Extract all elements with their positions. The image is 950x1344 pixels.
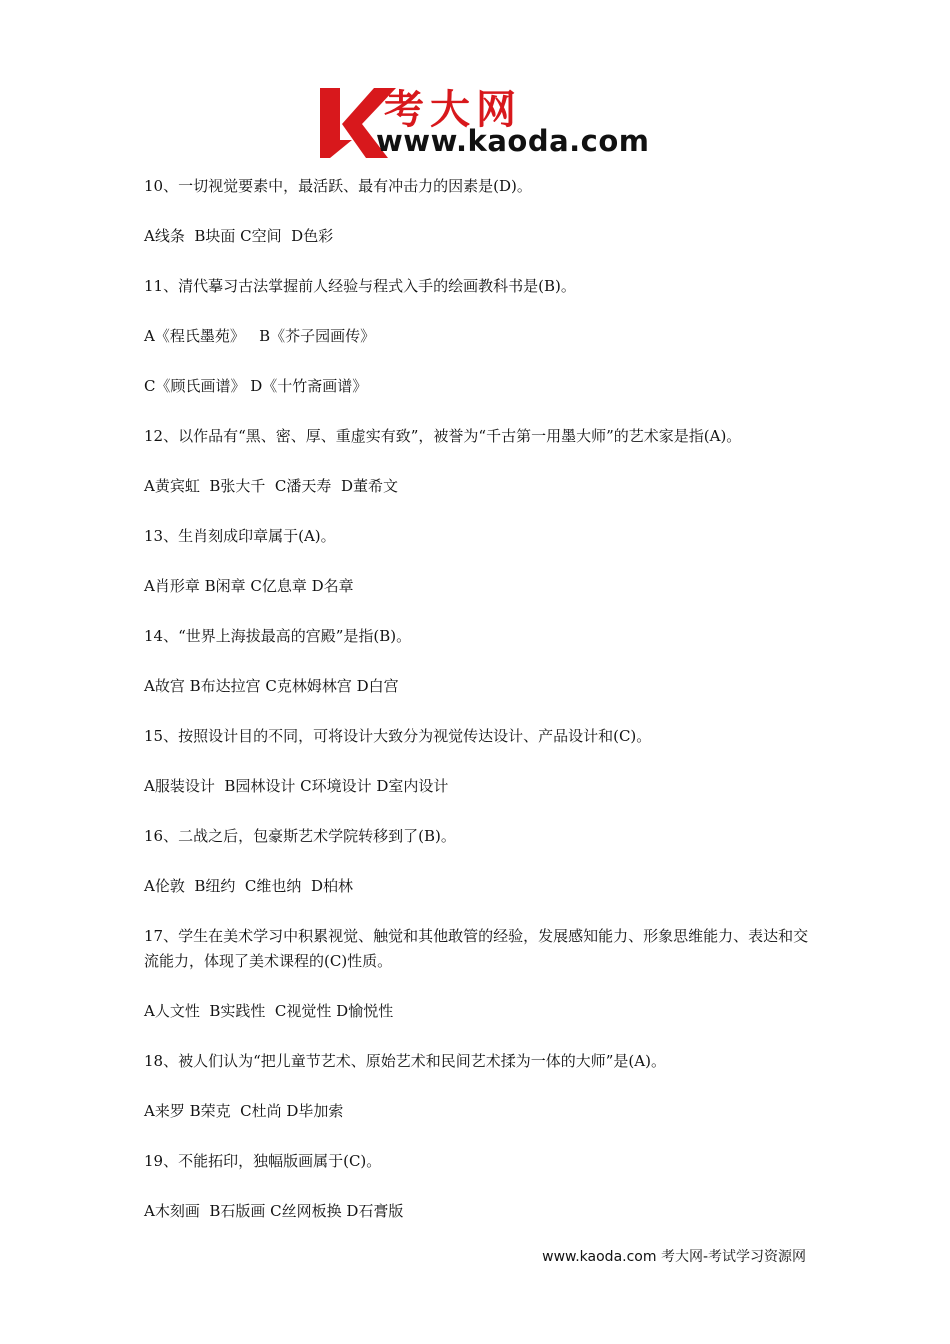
options-10: A线条 B块面 C空间 D色彩: [144, 227, 334, 245]
options-16: A伦敦 B纽约 C维也纳 D柏林: [144, 877, 353, 895]
question-15: 15、按照设计目的不同，可将设计大致分为视觉传达设计、产品设计和(C)。: [144, 727, 652, 745]
question-19: 19、不能拓印，独幅版画属于(C)。: [144, 1152, 382, 1170]
options-11-c-d: C《顾氏画谱》 D《十竹斋画谱》: [144, 377, 368, 395]
question-13: 13、生肖刻成印章属于(A)。: [144, 527, 336, 545]
logo-chinese-text: 考大网: [384, 87, 522, 133]
options-19: A木刻画 B石版画 C丝网板换 D石膏版: [144, 1202, 404, 1220]
options-14: A故宫 B布达拉宫 C克林姆林宫 D白宫: [144, 677, 399, 695]
options-18: A来罗 B荣克 C杜尚 D毕加索: [144, 1102, 344, 1120]
options-17: A人文性 B实践性 C视觉性 D愉悦性: [144, 1002, 394, 1020]
options-15: A服装设计 B园林设计 C环境设计 D室内设计: [144, 777, 449, 795]
question-12: 12、以作品有“黑、密、厚、重虚实有致”，被誉为“千古第一用墨大师”的艺术家是指(A)。: [144, 427, 742, 445]
kaoda-logo: [318, 80, 650, 160]
logo-url-text: www.kaoda.com: [376, 124, 650, 158]
question-11: 11、清代摹习古法掌握前人经验与程式入手的绘画教科书是(B)。: [144, 277, 576, 295]
options-12: A黄宾虹 B张大千 C潘天寿 D董希文: [144, 477, 398, 495]
question-18: 18、被人们认为“把儿童节艺术、原始艺术和民间艺术揉为一体的大师”是(A)。: [144, 1052, 666, 1070]
options-13: A肖形章 B闲章 C亿息章 D名章: [144, 577, 354, 595]
page-footer: www.kaoda.com 考大网-考试学习资源网: [542, 1249, 806, 1265]
question-14: 14、“世界上海拔最高的宫殿”是指(B)。: [144, 627, 412, 645]
options-11-a-b: A《程氏墨苑》 B《芥子园画传》: [144, 327, 376, 345]
question-17: 17、学生在美术学习中积累视觉、触觉和其他敢管的经验，发展感知能力、形象思维能力、表达和交流能力，体现了美术课程的(C)性质。: [144, 927, 809, 970]
question-16: 16、二战之后，包豪斯艺术学院转移到了(B)。: [144, 827, 456, 845]
question-10: 10、一切视觉要素中，最活跃、最有冲击力的因素是(D)。: [144, 177, 532, 195]
question-content: [144, 174, 816, 1249]
